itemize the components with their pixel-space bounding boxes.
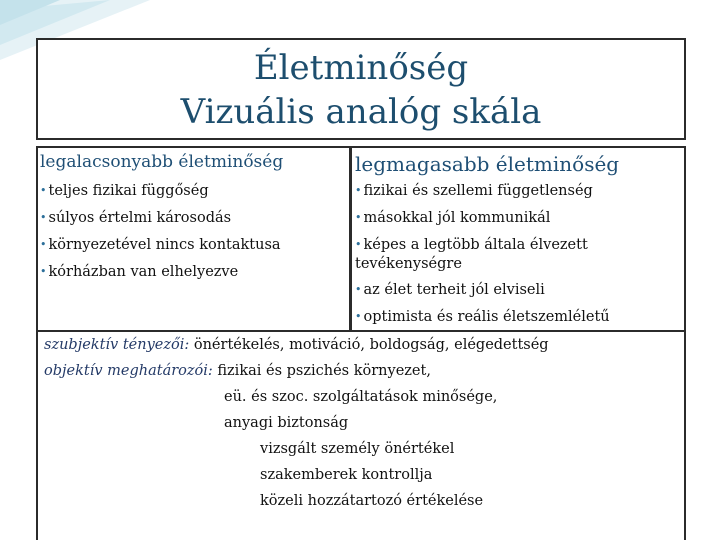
objective-line-3: eü. és szoc. szolgáltatások minősége, bbox=[224, 389, 498, 405]
bullet-icon: • bbox=[40, 265, 47, 278]
bullet-icon: • bbox=[355, 211, 362, 224]
bullet-icon: • bbox=[355, 283, 362, 296]
list-item-continuation: tevékenységre bbox=[355, 256, 462, 272]
bullet-icon: • bbox=[40, 184, 47, 197]
assessment-line-3: közeli hozzátartozó értékelése bbox=[260, 493, 484, 509]
list-item: • teljes fizikai függőség bbox=[40, 183, 209, 199]
list-item: • másokkal jól kommunikál bbox=[355, 210, 551, 226]
subjective-label: szubjektív tényezői: bbox=[44, 337, 190, 353]
left-bullet-list bbox=[40, 178, 281, 286]
assessment-line-1: vizsgált személy önértékel bbox=[260, 441, 455, 457]
bullet-icon: • bbox=[355, 238, 362, 251]
list-item: • kórházban van elhelyezve bbox=[40, 264, 239, 280]
bullet-icon: • bbox=[355, 310, 362, 323]
objective-factors-line bbox=[44, 358, 431, 384]
bullet-icon: • bbox=[355, 184, 362, 197]
slide-subtitle: Vizuális analóg skála bbox=[180, 92, 542, 132]
assessment-line-2: szakemberek kontrollja bbox=[260, 467, 433, 483]
right-bullet-list bbox=[355, 178, 610, 331]
list-item: • képes a legtöbb általa élvezett tevékenységre bbox=[355, 232, 610, 273]
list-item: • az élet terheit jól elviseli bbox=[355, 282, 545, 298]
list-item: • optimista és reális életszemléletű bbox=[355, 309, 610, 325]
objective-line-4: anyagi biztonság bbox=[224, 415, 349, 431]
list-item: • fizikai és szellemi függetlenség bbox=[355, 183, 593, 199]
highest-quality-column bbox=[349, 146, 686, 332]
objective-label: objektív meghatározói: bbox=[44, 363, 213, 379]
factors-box bbox=[36, 330, 686, 540]
subjective-factors-line bbox=[44, 332, 549, 358]
right-column-heading: legmagasabb életminőség bbox=[355, 152, 620, 176]
list-item: • környezetével nincs kontaktusa bbox=[40, 237, 281, 253]
title-box bbox=[36, 38, 686, 140]
left-column-heading: legalacsonyabb életminőség bbox=[40, 152, 284, 172]
objective-text: fizikai és pszichés környezet, bbox=[217, 363, 431, 379]
slide-title: Életminőség bbox=[253, 48, 469, 88]
lowest-quality-column bbox=[36, 146, 352, 332]
list-item: • súlyos értelmi károsodás bbox=[40, 210, 232, 226]
subjective-text: önértékelés, motiváció, boldogság, elégedettség bbox=[193, 337, 549, 353]
bullet-icon: • bbox=[40, 238, 47, 251]
bullet-icon: • bbox=[40, 211, 47, 224]
